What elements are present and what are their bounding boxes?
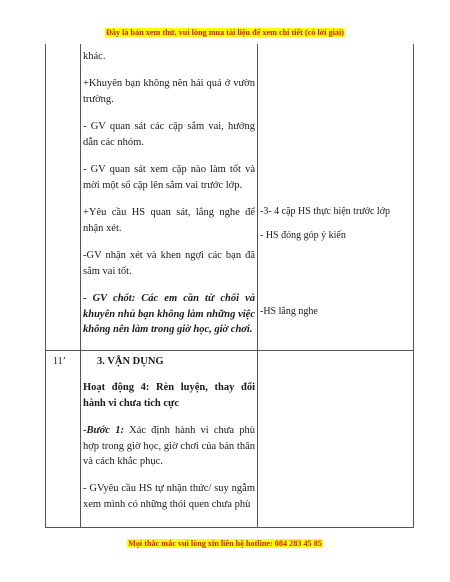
table-border-left (45, 44, 46, 528)
teacher-activities-row1 (83, 44, 255, 350)
activity-title: Hoạt động 4: Rèn luyện, thay đổi hành vi chưa tích cực (83, 382, 255, 409)
preview-banner: Đây là bản xem thử, vui lòng mua tài liệu để xem chi tiết (có lời giải) (105, 28, 344, 37)
step-text: Xác định hành vi chưa phù hợp trong giờ học, giờ chơi của bản thân và cách khắc phục. (83, 425, 255, 467)
teacher-line: +Yêu cầu HS quan sát, lắng nghe để nhận xét. (83, 207, 255, 234)
time-cell (45, 354, 74, 370)
teacher-line: - GV quan sát xem cặp nào làm tốt và mời một số cặp lên sắm vai trước lớp. (83, 164, 255, 191)
student-activities-row1 (260, 44, 414, 350)
lesson-table (45, 44, 414, 528)
student-line: -3- 4 cặp HS thực hiện trước lớp (260, 206, 390, 217)
teacher-activities-row2 (83, 350, 255, 527)
hotline-banner: Mọi thắc mắc vui lòng xin liên hệ hotline: 084 283 45 85 (128, 539, 322, 548)
step-label: -Bước 1: (83, 425, 124, 436)
student-line: -HS lắng nghe (260, 306, 318, 317)
table-divider-middle (257, 44, 258, 528)
table-divider-time (80, 44, 81, 528)
teacher-line: khác. (83, 51, 106, 62)
time-value: 11’ (53, 356, 66, 367)
step-paragraph (83, 423, 255, 470)
teacher-conclusion: - GV chốt: Các em cần từ chối và khuyên nhủ bạn không làm những việc không nên làm trong giờ học, giờ chơi. (83, 293, 255, 335)
teacher-line: - GVyêu cầu HS tự nhận thức/ suy ngẫm xem mình có những thói quen chưa phù (83, 483, 255, 510)
student-line: - HS đóng góp ý kiến (260, 230, 346, 241)
section-title: 3. VẬN DỤNG (97, 356, 164, 367)
teacher-line: -GV nhận xét và khen ngợi các bạn đã sắm vai tốt. (83, 250, 255, 277)
teacher-line: - GV quan sát các cặp sắm vai, hướng dẫn các nhóm. (83, 121, 255, 148)
teacher-line: +Khuyên bạn không nên hái quả ở vườn trường. (83, 78, 255, 105)
table-border-bottom (45, 527, 414, 528)
